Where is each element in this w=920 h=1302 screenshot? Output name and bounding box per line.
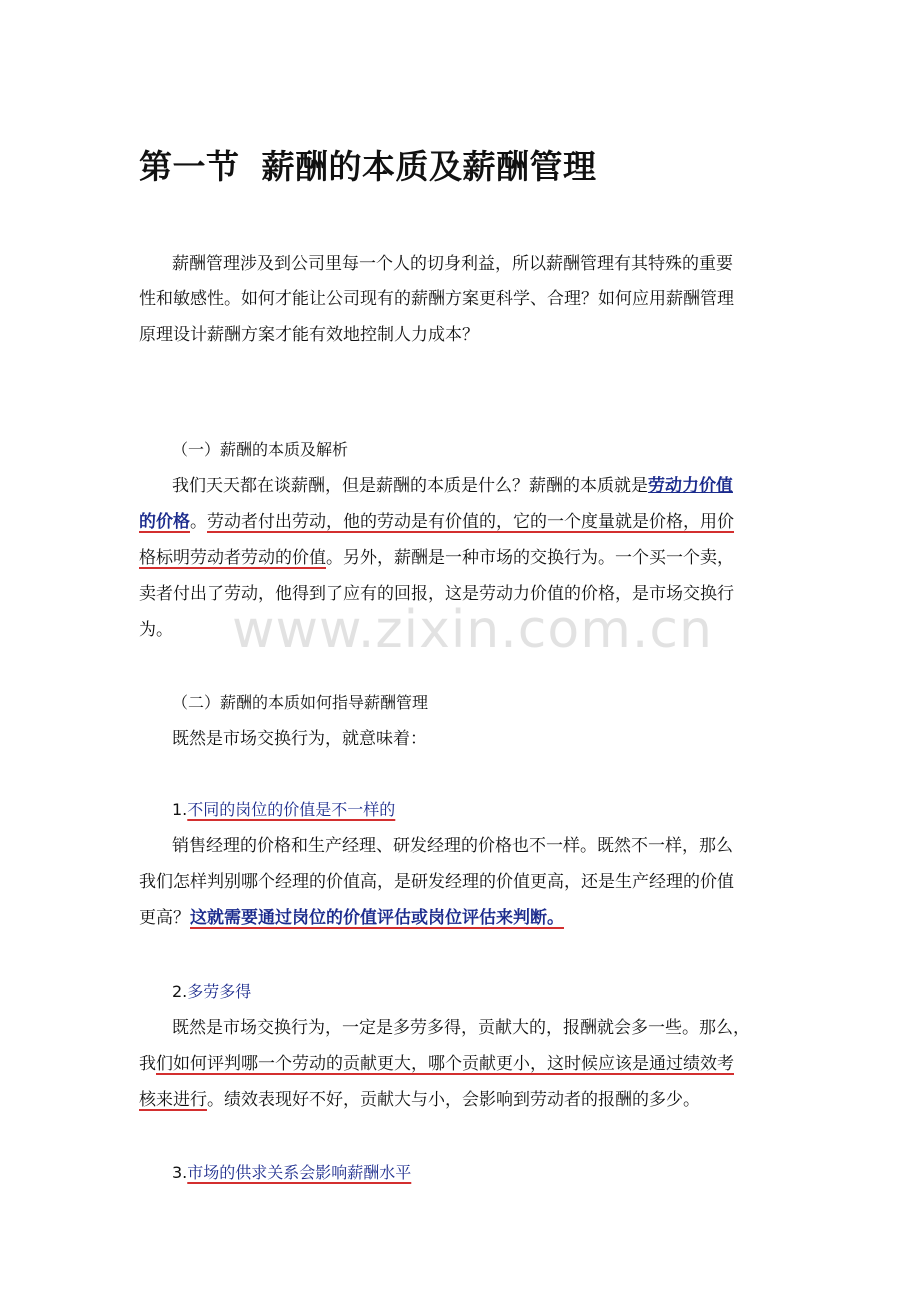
point-3-number: 3. <box>172 1163 188 1182</box>
section2-intro: 既然是市场交换行为，就意味着： <box>172 729 427 749</box>
intro-line-3: 原理设计薪酬方案才能有效地控制人力成本？ <box>139 325 479 345</box>
point-3-title-link[interactable]: 市场的供求关系会影响薪酬水平 <box>187 1163 412 1182</box>
section1-link-price[interactable]: 的价格 <box>139 512 190 532</box>
point-2-line-2 <box>139 1051 734 1077</box>
section1-link-labor-value[interactable]: 劳动力价值 <box>648 476 733 496</box>
watermark: www.zixin.com.cn <box>232 600 713 660</box>
section1-period: 。 <box>190 512 207 532</box>
section1-highlight-2: 格标明劳动者劳动的价值 <box>139 548 326 568</box>
section1-line-2 <box>139 509 734 535</box>
section1-line-3 <box>139 545 734 571</box>
point-1-title-link[interactable]: 不同的岗位的价值是不一样的 <box>187 800 396 819</box>
point-2-highlight-1: 们如何评判哪一个劳动的贡献更大，哪个贡献更小，这时候应该是通过绩效考 <box>156 1054 734 1074</box>
point-2-line-2-start: 我 <box>139 1054 156 1074</box>
section1-line-5: 为。 <box>139 620 173 640</box>
intro-line-2: 性和敏感性。如何才能让公司现有的薪酬方案更科学、合理？如何应用薪酬管理 <box>139 289 734 309</box>
point-2-line-1: 既然是市场交换行为，一定是多劳多得，贡献大的，报酬就会多一些。那么， <box>172 1018 750 1038</box>
point-1-line-3-text: 更高？ <box>139 908 190 928</box>
document-title <box>139 143 597 191</box>
point-1-line-2: 我们怎样判别哪个经理的价值高，是研发经理的价值更高，还是生产经理的价值 <box>139 872 734 892</box>
point-1-heading <box>172 797 395 823</box>
section-heading-1: （一）薪酬的本质及解析 <box>172 440 349 459</box>
point-2-heading <box>172 979 251 1005</box>
point-2-title: 多劳多得 <box>187 982 252 1001</box>
section1-line-4: 卖者付出了劳动，他得到了应有的回报，这是劳动力价值的价格，是市场交换行 <box>139 584 734 604</box>
point-2-line-3-rest: 。绩效表现好不好，贡献大与小，会影响到劳动者的报酬的多少。 <box>207 1090 700 1110</box>
section1-highlight-1: 劳动者付出劳动，他的劳动是有价值的，它的一个度量就是价格，用价 <box>207 512 734 532</box>
intro-line-1: 薪酬管理涉及到公司里每一个人的切身利益，所以薪酬管理有其特殊的重要 <box>172 254 733 274</box>
section-heading-2: （二）薪酬的本质如何指导薪酬管理 <box>172 693 429 712</box>
title-section-number: 第一节 <box>139 147 240 186</box>
point-2-number: 2. <box>172 982 188 1001</box>
title-text: 薪酬的本质及薪酬管理 <box>261 147 597 186</box>
point-1-line-1: 销售经理的价格和生产经理、研发经理的价格也不一样。既然不一样，那么 <box>172 836 733 856</box>
point-2-highlight-2: 核来进行 <box>139 1090 207 1110</box>
point-1-number: 1. <box>172 800 188 819</box>
section1-line-1 <box>172 473 733 499</box>
point-2-line-3 <box>139 1087 700 1113</box>
point-1-line-3 <box>139 905 564 931</box>
section1-line-3-rest: 。另外，薪酬是一种市场的交换行为。一个买一个卖， <box>326 548 734 568</box>
point-3-heading <box>172 1160 411 1186</box>
section1-line-1-text: 我们天天都在谈薪酬，但是薪酬的本质是什么？薪酬的本质就是 <box>172 476 648 496</box>
point-1-link-evaluation[interactable]: 这就需要通过岗位的价值评估或岗位评估来判断。 <box>190 908 564 928</box>
